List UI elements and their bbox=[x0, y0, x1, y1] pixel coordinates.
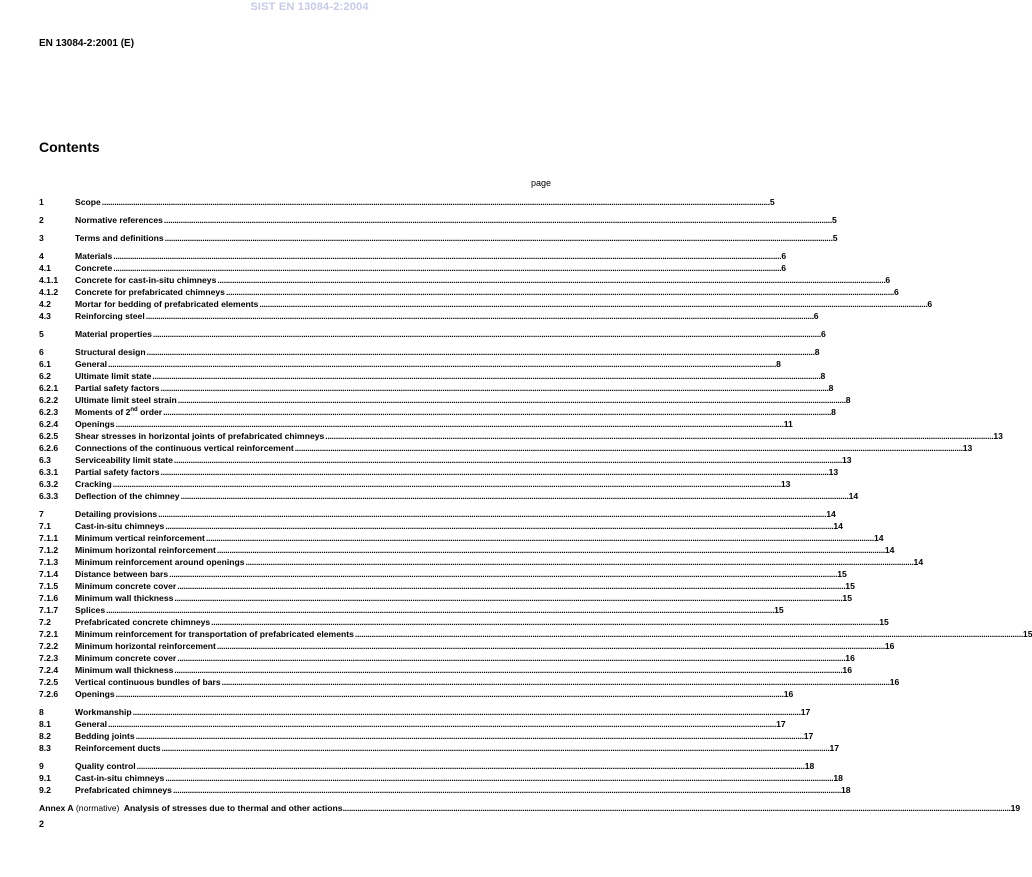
toc-entry-title: Cast-in-situ chimneys bbox=[75, 521, 165, 531]
toc-leader-dots: ................................................................................................................................................................................................................................................................................................................................ bbox=[161, 743, 830, 753]
toc-entry-number: 6.2.2 bbox=[39, 395, 59, 405]
toc-entry[interactable] bbox=[39, 298, 933, 310]
toc-leader-dots: ................................................................................................................................................................................................................................................................................................................................ bbox=[132, 707, 801, 717]
toc-entry-page: 8 bbox=[831, 407, 836, 417]
toc-entry-title: Cast-in-situ chimneys bbox=[75, 773, 165, 783]
toc-leader-dots: ................................................................................................................................................................................................................................................................................................................................ bbox=[174, 593, 843, 603]
toc-entry-number: 6 bbox=[39, 347, 44, 357]
toc-entry-page: 18 bbox=[833, 773, 843, 783]
toc-entry-title: Distance between bars bbox=[75, 569, 169, 579]
toc-entry-page: 5 bbox=[832, 233, 838, 243]
toc-entry-number: 7.1.7 bbox=[39, 605, 59, 615]
toc-entry[interactable] bbox=[39, 616, 889, 628]
toc-leader-dots: ................................................................................................................................................................................................................................................................................................................................ bbox=[146, 347, 815, 357]
toc-entry-number: 7.1.4 bbox=[39, 569, 59, 579]
toc-entry[interactable] bbox=[39, 556, 924, 568]
toc-entry-number: 1 bbox=[39, 197, 44, 207]
toc-entry-title: Vertical continuous bundles of bars bbox=[75, 677, 221, 687]
annex-label: Annex A bbox=[39, 803, 74, 813]
toc-leader-dots: ................................................................................................................................................................................................................................................................................................................................ bbox=[106, 605, 775, 615]
toc-entry-page: 17 bbox=[776, 719, 786, 729]
toc-entry-number: 9.1 bbox=[39, 773, 51, 783]
toc-entry-number: 6.1 bbox=[39, 359, 51, 369]
toc-entry[interactable] bbox=[39, 214, 837, 226]
toc-entry[interactable] bbox=[39, 196, 775, 208]
toc-entry[interactable] bbox=[39, 568, 847, 580]
toc-leader-dots: ................................................................................................................................................................................................................................................................................................................................ bbox=[113, 263, 782, 273]
toc-entry-number: 7.2.2 bbox=[39, 641, 59, 651]
toc-entry-page: 14 bbox=[913, 557, 924, 567]
toc-leader-dots: ................................................................................................................................................................................................................................................................................................................................ bbox=[221, 677, 890, 687]
toc-entry-title: Minimum concrete cover bbox=[75, 581, 177, 591]
toc-entry-number: 7 bbox=[39, 509, 44, 519]
toc-leader-dots: ................................................................................................................................................................................................................................................................................................................................ bbox=[174, 665, 843, 675]
toc-entry-number: 3 bbox=[39, 233, 44, 243]
toc-entry[interactable] bbox=[39, 358, 781, 370]
toc-entry-page: 14 bbox=[826, 509, 836, 519]
toc-leader-dots: ................................................................................................................................................................................................................................................................................................................................ bbox=[354, 629, 1023, 639]
toc-leader-dots: ................................................................................................................................................................................................................................................................................................................................ bbox=[152, 371, 821, 381]
toc-leader-dots: ................................................................................................................................................................................................................................................................................................................................ bbox=[101, 197, 770, 207]
toc-entry-title: Ultimate limit state bbox=[75, 371, 152, 381]
toc-entry-page: 16 bbox=[889, 677, 900, 687]
toc-leader-dots: ................................................................................................................................................................................................................................................................................................................................ bbox=[342, 803, 1011, 813]
toc-entry[interactable] bbox=[39, 706, 811, 718]
toc-entry-page: 13 bbox=[962, 443, 973, 453]
toc-entry-number: 4.2 bbox=[39, 299, 51, 309]
toc-entry-title: Quality control bbox=[75, 761, 136, 771]
toc-entry-page: 13 bbox=[993, 431, 1003, 441]
toc-leader-dots: ................................................................................................................................................................................................................................................................................................................................ bbox=[145, 311, 814, 321]
toc-entry-number: 6.2.5 bbox=[39, 431, 59, 441]
toc-entry-number: 7.2.6 bbox=[39, 689, 59, 699]
toc-entry-title: Minimum reinforcement for transportation of prefabricated elements bbox=[75, 629, 354, 639]
toc-entry-number: 6.3.2 bbox=[39, 479, 59, 489]
toc-entry-title: Prefabricated chimneys bbox=[75, 785, 172, 795]
toc-leader-dots: ................................................................................................................................................................................................................................................................................................................................ bbox=[225, 287, 895, 297]
toc-entry-page: 14 bbox=[833, 521, 843, 531]
toc-entry[interactable] bbox=[39, 346, 820, 358]
toc-entry-title: Minimum horizontal reinforcement bbox=[75, 545, 216, 555]
toc-entry-page: 14 bbox=[873, 533, 884, 543]
toc-entry-number: 7.2.5 bbox=[39, 677, 59, 687]
toc-entry-title: Prefabricated concrete chimneys bbox=[75, 617, 211, 627]
toc-entry[interactable] bbox=[39, 286, 899, 298]
toc-entry[interactable] bbox=[39, 418, 793, 430]
toc-entry[interactable] bbox=[39, 742, 840, 754]
toc-entry-page: 15 bbox=[842, 593, 852, 603]
toc-entry-title: Workmanship bbox=[75, 707, 132, 717]
toc-entry[interactable] bbox=[39, 508, 836, 520]
annex-title: Analysis of stresses due to thermal and other actions bbox=[121, 803, 343, 813]
toc-entry[interactable] bbox=[39, 394, 851, 406]
toc-entry[interactable] bbox=[39, 652, 855, 664]
toc-leader-dots: ................................................................................................................................................................................................................................................................................................................................ bbox=[177, 653, 846, 663]
toc-entry-page: 8 bbox=[845, 395, 851, 405]
toc-entry[interactable] bbox=[39, 772, 843, 784]
toc-entry-page: 14 bbox=[848, 491, 859, 501]
toc-entry-title: Connections of the continuous vertical reinforcement bbox=[75, 443, 294, 453]
toc-entry[interactable] bbox=[39, 520, 843, 532]
toc-leader-dots: ................................................................................................................................................................................................................................................................................................................................ bbox=[152, 329, 821, 339]
toc-entry-number: 7.2.1 bbox=[39, 629, 59, 639]
toc-leader-dots: ................................................................................................................................................................................................................................................................................................................................ bbox=[259, 299, 928, 309]
toc-leader-dots: ................................................................................................................................................................................................................................................................................................................................ bbox=[205, 533, 874, 543]
toc-entry[interactable] bbox=[39, 232, 838, 244]
toc-entry-title: Material properties bbox=[75, 329, 152, 339]
toc-entry[interactable] bbox=[39, 640, 895, 652]
toc-leader-dots: ................................................................................................................................................................................................................................................................................................................................ bbox=[135, 731, 804, 741]
toc-annex-entry[interactable] bbox=[39, 802, 1021, 814]
superscript: nd bbox=[130, 407, 138, 414]
toc-entry[interactable] bbox=[39, 328, 826, 340]
toc-leader-dots: ................................................................................................................................................................................................................................................................................................................................ bbox=[245, 557, 914, 567]
toc-entry-number: 4.1.2 bbox=[39, 287, 59, 297]
toc-leader-dots: ................................................................................................................................................................................................................................................................................................................................ bbox=[173, 455, 842, 465]
toc-entry-title: Normative references bbox=[75, 215, 163, 225]
toc-entry-title: Concrete for prefabricated chimneys bbox=[75, 287, 225, 297]
toc-entry-page: 8 bbox=[820, 371, 826, 381]
toc-entry-page: 17 bbox=[829, 743, 840, 753]
toc-entry-number: 4.1.1 bbox=[39, 275, 59, 285]
toc-entry-page: 5 bbox=[769, 197, 775, 207]
toc-entry[interactable] bbox=[39, 454, 852, 466]
toc-leader-dots: ................................................................................................................................................................................................................................................................................................................................ bbox=[113, 251, 782, 261]
toc-entry-page: 15 bbox=[837, 569, 847, 579]
toc-entry[interactable] bbox=[39, 676, 900, 688]
toc-entry[interactable] bbox=[39, 532, 884, 544]
toc-entry[interactable] bbox=[39, 544, 895, 556]
toc-entry-page: 8 bbox=[828, 383, 834, 393]
toc-leader-dots: ................................................................................................................................................................................................................................................................................................................................ bbox=[112, 479, 781, 489]
toc-entry-page: 6 bbox=[781, 263, 787, 273]
toc-entry-title: Ultimate limit steel strain bbox=[75, 395, 177, 405]
toc-entry[interactable] bbox=[39, 760, 815, 772]
toc-entry-number: 7.1 bbox=[39, 521, 51, 531]
toc-entry[interactable] bbox=[39, 604, 784, 616]
toc-entry[interactable] bbox=[39, 406, 836, 418]
toc-entry-title: Concrete bbox=[75, 263, 113, 273]
toc-entry-title: Serviceability limit state bbox=[75, 455, 173, 465]
toc-entry-number: 7.1.1 bbox=[39, 533, 59, 543]
toc-entry-title: Minimum wall thickness bbox=[75, 593, 174, 603]
toc-leader-dots: ................................................................................................................................................................................................................................................................................................................................ bbox=[115, 419, 784, 429]
table-of-contents bbox=[39, 196, 1032, 814]
toc-entry-number: 4 bbox=[39, 251, 44, 261]
toc-entry-title: Minimum wall thickness bbox=[75, 665, 174, 675]
toc-entry-title: Materials bbox=[75, 251, 113, 261]
toc-entry[interactable] bbox=[39, 730, 814, 742]
toc-leader-dots: ................................................................................................................................................................................................................................................................................................................................ bbox=[216, 545, 885, 555]
toc-entry[interactable] bbox=[39, 370, 826, 382]
toc-leader-dots: ................................................................................................................................................................................................................................................................................................................................ bbox=[136, 761, 805, 771]
toc-entry[interactable] bbox=[39, 250, 787, 262]
toc-entry-title: Partial safety factors bbox=[75, 467, 160, 477]
toc-entry-page: 6 bbox=[813, 311, 819, 321]
toc-entry-number: 4.3 bbox=[39, 311, 51, 321]
toc-leader-dots: ................................................................................................................................................................................................................................................................................................................................ bbox=[165, 773, 834, 783]
toc-entry[interactable] bbox=[39, 274, 891, 286]
toc-entry-title: Concrete for cast-in-situ chimneys bbox=[75, 275, 217, 285]
toc-entry-page: 17 bbox=[803, 731, 814, 741]
toc-entry-page: 18 bbox=[804, 761, 815, 771]
toc-entry-title: Scope bbox=[75, 197, 101, 207]
toc-leader-dots: ................................................................................................................................................................................................................................................................................................................................ bbox=[211, 617, 880, 627]
toc-entry-number: 7.2 bbox=[39, 617, 51, 627]
toc-entry-title: Partial safety factors bbox=[75, 383, 160, 393]
toc-entry-number: 5 bbox=[39, 329, 44, 339]
toc-leader-dots: ................................................................................................................................................................................................................................................................................................................................ bbox=[158, 509, 827, 519]
toc-entry-page: 6 bbox=[894, 287, 899, 297]
toc-entry-page: 16 bbox=[842, 665, 852, 675]
toc-entry-number: 6.3.1 bbox=[39, 467, 59, 477]
toc-entry[interactable] bbox=[39, 580, 855, 592]
toc-entry-title: General bbox=[75, 719, 108, 729]
toc-entry-title: Minimum vertical reinforcement bbox=[75, 533, 205, 543]
toc-entry-title: Terms and definitions bbox=[75, 233, 164, 243]
toc-entry[interactable] bbox=[39, 688, 794, 700]
page-number: 2 bbox=[39, 819, 45, 829]
toc-entry-number: 6.2.3 bbox=[39, 407, 59, 417]
toc-entry-number: 7.1.2 bbox=[39, 545, 59, 555]
toc-entry-page: 16 bbox=[884, 641, 895, 651]
toc-entry-page: 6 bbox=[781, 251, 787, 261]
watermark: SIST EN 13084-2:2004 bbox=[250, 1, 369, 13]
toc-entry-number: 6.2.4 bbox=[39, 419, 59, 429]
toc-entry-title: Minimum reinforcement around openings bbox=[75, 557, 245, 567]
toc-entry-page: 8 bbox=[776, 359, 781, 369]
toc-entry-page: 13 bbox=[780, 479, 791, 489]
toc-leader-dots: ................................................................................................................................................................................................................................................................................................................................ bbox=[160, 383, 829, 393]
toc-leader-dots: ................................................................................................................................................................................................................................................................................................................................ bbox=[177, 395, 846, 405]
toc-entry-number: 9 bbox=[39, 761, 44, 771]
toc-entry-page: 14 bbox=[884, 545, 895, 555]
toc-entry-title: Cracking bbox=[75, 479, 112, 489]
annex-qualifier: (normative) bbox=[73, 803, 122, 813]
toc-entry-page: 6 bbox=[885, 275, 891, 285]
toc-entry[interactable] bbox=[39, 442, 973, 454]
toc-entry-number: 6.2.1 bbox=[39, 383, 59, 393]
toc-entry-title: Openings bbox=[75, 689, 115, 699]
toc-entry-title: Reinforcing steel bbox=[75, 311, 145, 321]
toc-entry-page: 6 bbox=[820, 329, 826, 339]
toc-entry-title: General bbox=[75, 359, 108, 369]
toc-entry-number: 7.1.5 bbox=[39, 581, 59, 591]
toc-leader-dots: ................................................................................................................................................................................................................................................................................................................................ bbox=[163, 215, 832, 225]
toc-entry[interactable] bbox=[39, 664, 852, 676]
toc-entry-title: Deflection of the chimney bbox=[75, 491, 180, 501]
toc-entry-page: 17 bbox=[800, 707, 811, 717]
toc-entry-title: Bedding joints bbox=[75, 731, 135, 741]
annex-page: 19 bbox=[1010, 803, 1021, 813]
toc-entry[interactable] bbox=[39, 628, 1032, 640]
toc-leader-dots: ................................................................................................................................................................................................................................................................................................................................ bbox=[108, 719, 777, 729]
toc-entry[interactable] bbox=[39, 490, 859, 502]
toc-entry-number: 7.1.3 bbox=[39, 557, 59, 567]
toc-leader-dots: ................................................................................................................................................................................................................................................................................................................................ bbox=[115, 689, 784, 699]
toc-entry-number: 4.1 bbox=[39, 263, 51, 273]
toc-entry-page: 13 bbox=[828, 467, 839, 477]
toc-entry-page: 13 bbox=[841, 455, 852, 465]
toc-entry-number: 8 bbox=[39, 707, 44, 717]
page-column-label: page bbox=[531, 178, 552, 188]
toc-leader-dots: ................................................................................................................................................................................................................................................................................................................................ bbox=[177, 581, 846, 591]
toc-entry-page: 15 bbox=[879, 617, 889, 627]
toc-entry-number: 8.2 bbox=[39, 731, 51, 741]
page-title: Contents bbox=[39, 139, 100, 155]
toc-entry-title: Reinforcement ducts bbox=[75, 743, 161, 753]
toc-entry-title: Minimum horizontal reinforcement bbox=[75, 641, 216, 651]
toc-leader-dots: ................................................................................................................................................................................................................................................................................................................................ bbox=[217, 275, 886, 285]
toc-leader-dots: ................................................................................................................................................................................................................................................................................................................................ bbox=[160, 467, 829, 477]
toc-entry-page: 5 bbox=[831, 215, 837, 225]
toc-entry-title: Detailing provisions bbox=[75, 509, 158, 519]
toc-leader-dots: ................................................................................................................................................................................................................................................................................................................................ bbox=[165, 521, 834, 531]
toc-entry-title: Moments of 2nd order bbox=[75, 407, 163, 417]
toc-entry[interactable] bbox=[39, 784, 851, 796]
toc-leader-dots: ................................................................................................................................................................................................................................................................................................................................ bbox=[294, 443, 963, 453]
toc-entry[interactable] bbox=[39, 592, 852, 604]
toc-entry-number: 8.3 bbox=[39, 743, 51, 753]
toc-entry-number: 8.1 bbox=[39, 719, 51, 729]
toc-leader-dots: ................................................................................................................................................................................................................................................................................................................................ bbox=[163, 407, 832, 417]
toc-entry-page: 16 bbox=[783, 689, 794, 699]
toc-entry-page: 11 bbox=[783, 419, 793, 429]
toc-entry-number: 7.2.4 bbox=[39, 665, 59, 675]
toc-entry[interactable] bbox=[39, 466, 839, 478]
toc-entry-title: Structural design bbox=[75, 347, 146, 357]
toc-entry-number: 6.2.6 bbox=[39, 443, 59, 453]
toc-leader-dots: ................................................................................................................................................................................................................................................................................................................................ bbox=[108, 359, 777, 369]
toc-entry-number: 9.2 bbox=[39, 785, 51, 795]
document-id: EN 13084-2:2001 (E) bbox=[39, 38, 135, 49]
toc-entry[interactable] bbox=[39, 718, 786, 730]
toc-entry-title: Splices bbox=[75, 605, 106, 615]
toc-leader-dots: ................................................................................................................................................................................................................................................................................................................................ bbox=[325, 431, 994, 441]
toc-entry-title: Openings bbox=[75, 419, 115, 429]
toc-entry-page: 8 bbox=[814, 347, 820, 357]
toc-entry[interactable] bbox=[39, 478, 791, 490]
toc-leader-dots: ................................................................................................................................................................................................................................................................................................................................ bbox=[216, 641, 885, 651]
toc-leader-dots: ................................................................................................................................................................................................................................................................................................................................ bbox=[180, 491, 849, 501]
toc-entry-page: 15 bbox=[845, 581, 855, 591]
toc-entry-number: 7.1.6 bbox=[39, 593, 59, 603]
toc-entry[interactable] bbox=[39, 382, 834, 394]
toc-entry-number: 2 bbox=[39, 215, 44, 225]
toc-entry-page: 15 bbox=[774, 605, 784, 615]
toc-leader-dots: ................................................................................................................................................................................................................................................................................................................................ bbox=[164, 233, 833, 243]
toc-entry-number: 6.3.3 bbox=[39, 491, 59, 501]
toc-entry-page: 15 bbox=[1022, 629, 1032, 639]
toc-entry-page: 16 bbox=[845, 653, 855, 663]
toc-leader-dots: ................................................................................................................................................................................................................................................................................................................................ bbox=[169, 569, 838, 579]
toc-entry-title: Shear stresses in horizontal joints of prefabricated chimneys bbox=[75, 431, 325, 441]
toc-entry-page: 6 bbox=[927, 299, 933, 309]
toc-entry-title: Minimum concrete cover bbox=[75, 653, 177, 663]
toc-entry-number: 6.3 bbox=[39, 455, 51, 465]
toc-entry-number: 7.2.3 bbox=[39, 653, 59, 663]
toc-entry-title: Mortar for bedding of prefabricated elements bbox=[75, 299, 259, 309]
toc-entry[interactable] bbox=[39, 310, 819, 322]
toc-entry-page: 18 bbox=[841, 785, 851, 795]
toc-leader-dots: ................................................................................................................................................................................................................................................................................................................................ bbox=[172, 785, 842, 795]
toc-entry[interactable] bbox=[39, 262, 787, 274]
toc-entry[interactable] bbox=[39, 430, 1003, 442]
toc-entry-number: 6.2 bbox=[39, 371, 51, 381]
